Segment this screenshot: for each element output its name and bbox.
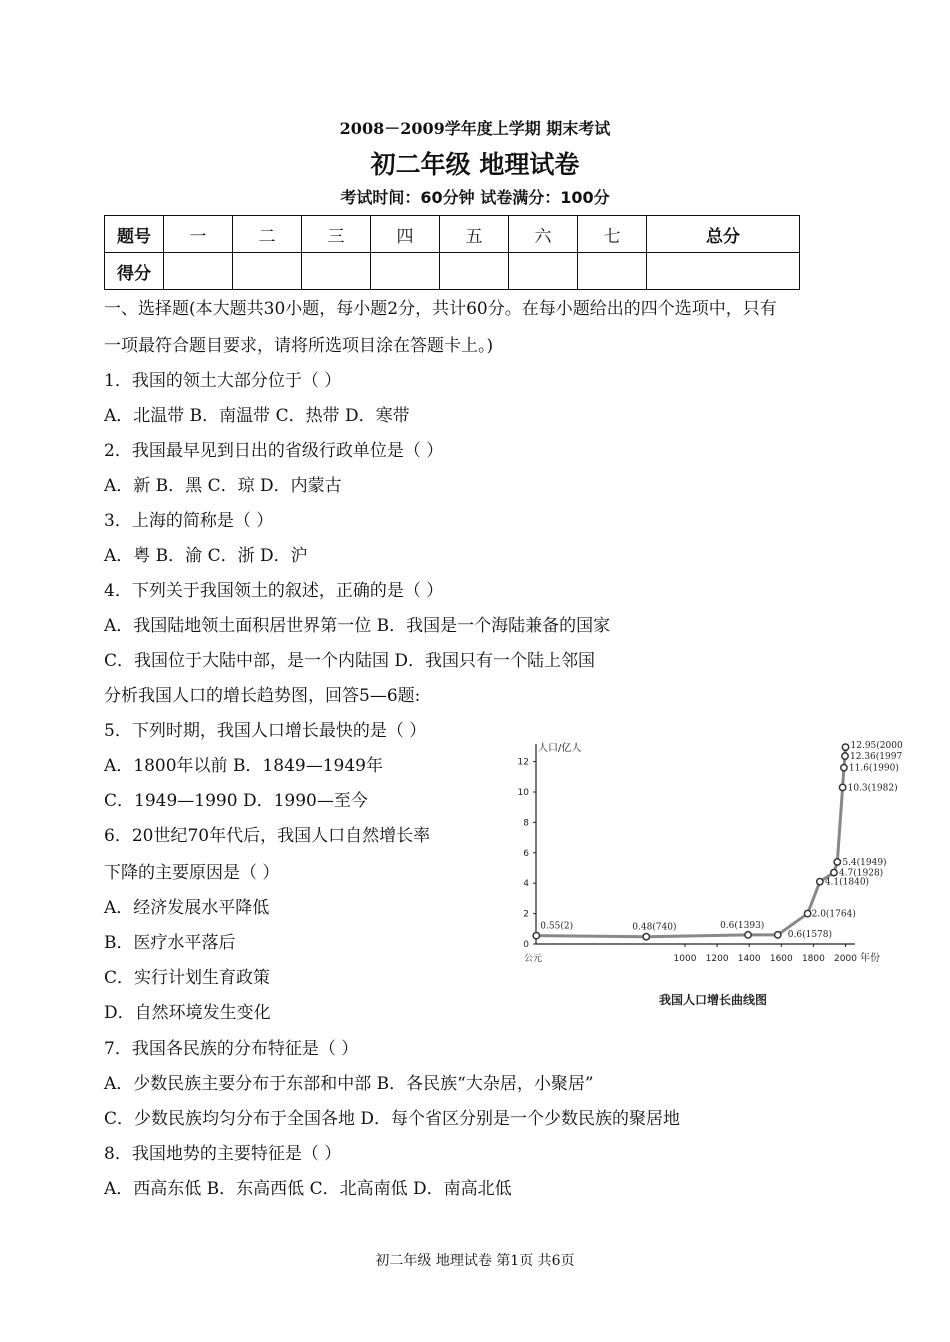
y-tick-label: 2 <box>523 909 529 920</box>
question-4-options: A．我国陆地领土面积居世界第一位 B．我国是一个海陆兼备的国家 <box>104 616 611 636</box>
data-point <box>839 784 845 790</box>
score-table-score-row <box>105 253 800 290</box>
y-axis-label: 人口/亿人 <box>538 743 582 754</box>
score-input-cell <box>164 253 233 290</box>
x-tick-label: 1200 <box>705 954 729 964</box>
section-instruction: 一、选择题(本大题共30小题，每小题2分，共计60分。在每小题给出的四个选项中，只有 <box>104 299 777 319</box>
data-point <box>841 764 847 770</box>
question-6-option: A．经济发展水平降低 <box>104 898 270 918</box>
exam-term: 2008－2009学年度上学期 期末考试 <box>339 119 611 138</box>
page-footer: 初二年级 地理试卷 第1页 共6页 <box>375 1253 575 1269</box>
data-point <box>775 932 781 938</box>
score-label: 得分 <box>105 253 164 290</box>
y-tick-label: 12 <box>517 757 529 768</box>
x-tick-label: 2000 <box>834 954 857 964</box>
y-tick-label: 10 <box>517 788 529 798</box>
x-tick-label: 1600 <box>769 954 793 964</box>
score-cell: 题号 <box>105 216 164 253</box>
score-cell: 总分 <box>647 216 800 253</box>
score-table-header-row <box>105 216 800 253</box>
score-input-cell <box>302 253 371 290</box>
score-input-cell <box>647 253 800 290</box>
score-cell: 七 <box>578 216 647 253</box>
data-point <box>834 859 840 865</box>
score-cell: 四 <box>371 216 440 253</box>
question-6-option: B．医疗水平落后 <box>104 933 236 953</box>
data-point <box>842 753 848 759</box>
data-label: 0.6(1578) <box>787 929 833 940</box>
score-input-cell <box>233 253 302 290</box>
exam-info: 考试时间：60分钟 试卷满分：100分 <box>340 188 610 207</box>
data-label: 12.95(2000) <box>850 741 903 752</box>
question-3-options: A．粤 B．渝 C．浙 D．沪 <box>104 546 308 566</box>
data-label: 0.48(740) <box>632 922 677 933</box>
data-label: 0.6(1393) <box>720 920 765 931</box>
question-8: 8．我国地势的主要特征是（ ） <box>104 1144 342 1164</box>
question-2-options: A．新 B．黑 C．琼 D．内蒙古 <box>104 476 342 496</box>
question-7-options: A．少数民族主要分布于东部和中部 B．各民族“大杂居，小聚居” <box>104 1074 594 1094</box>
question-4-options: C．我国位于大陆中部，是一个内陆国 D．我国只有一个陆上邻国 <box>104 651 596 671</box>
question-1-options: A．北温带 B．南温带 C．热带 D．寒带 <box>104 406 410 426</box>
y-tick-label: 6 <box>523 848 529 859</box>
question-7: 7．我国各民族的分布特征是（ ） <box>104 1039 359 1059</box>
data-label: 11.6(1990) <box>848 763 899 774</box>
question-7-options: C．少数民族均匀分布于全国各地 D．每个省区分别是一个少数民族的聚居地 <box>104 1109 681 1129</box>
question-5-options: C．1949—1990 D．1990—至今 <box>104 791 368 811</box>
score-cell: 一 <box>164 216 233 253</box>
question-8-options: A．西高东低 B．东高西低 C．北高南低 D．南高北低 <box>104 1179 512 1199</box>
x-tick-label: 1000 <box>673 954 697 964</box>
data-label: 10.3(1982) <box>847 783 898 794</box>
score-cell: 三 <box>302 216 371 253</box>
paper-title: 初二年级 地理试卷 <box>370 150 580 179</box>
data-label: 4.7(1928) <box>838 868 884 879</box>
data-label: 2.0(1764) <box>811 909 856 920</box>
question-1: 1．我国的领土大部分位于（ ） <box>104 371 342 391</box>
question-2: 2．我国最早见到日出的省级行政单位是（ ） <box>104 441 444 461</box>
population-chart <box>503 736 903 1016</box>
data-point <box>831 869 837 875</box>
question-intro: 分析我国人口的增长趋势图，回答5—6题: <box>104 686 421 706</box>
score-input-cell <box>371 253 440 290</box>
x-tick-label: 1800 <box>801 954 825 964</box>
y-tick-label: 8 <box>523 818 529 829</box>
x-axis-label: 年份 <box>860 953 880 964</box>
y-tick-label: 0 <box>523 940 529 950</box>
data-label: 12.36(1997) <box>850 752 903 763</box>
x-tick-label: 1400 <box>737 954 761 964</box>
score-input-cell <box>578 253 647 290</box>
data-point <box>804 910 810 916</box>
data-point <box>643 934 649 940</box>
score-table <box>104 215 800 290</box>
question-5-options: A．1800年以前 B．1849—1949年 <box>104 756 383 776</box>
data-point <box>817 878 823 884</box>
score-cell: 五 <box>440 216 509 253</box>
score-input-cell <box>509 253 578 290</box>
question-4: 4．下列关于我国领土的叙述，正确的是（ ） <box>104 581 444 601</box>
data-point <box>745 932 751 938</box>
section-instruction: 一项最符合题目要求，请将所选项目涂在答题卡上。) <box>104 336 494 356</box>
data-point <box>842 744 848 750</box>
question-3: 3．上海的简称是（ ） <box>104 511 274 531</box>
score-cell: 二 <box>233 216 302 253</box>
question-5: 5．下列时期，我国人口增长最快的是（ ） <box>104 721 427 741</box>
data-label: 5.4(1949) <box>842 857 887 868</box>
x-origin-label: 公元 <box>524 954 543 964</box>
chart-title: 我国人口增长曲线图 <box>658 993 768 1007</box>
data-point <box>533 932 539 938</box>
score-input-cell <box>440 253 509 290</box>
population-chart-svg <box>503 736 903 1016</box>
question-6-option: C．实行计划生育政策 <box>104 968 271 988</box>
question-6-option: D．自然环境发生变化 <box>104 1003 271 1023</box>
score-cell: 六 <box>509 216 578 253</box>
data-label: 0.55(2) <box>540 921 574 932</box>
data-label: 4.1(1840) <box>824 877 870 888</box>
question-6: 下降的主要原因是（ ） <box>104 863 280 883</box>
question-6: 6．20世纪70年代后，我国人口自然增长率 <box>104 826 431 846</box>
y-tick-label: 4 <box>523 879 529 890</box>
series-line <box>536 747 845 937</box>
